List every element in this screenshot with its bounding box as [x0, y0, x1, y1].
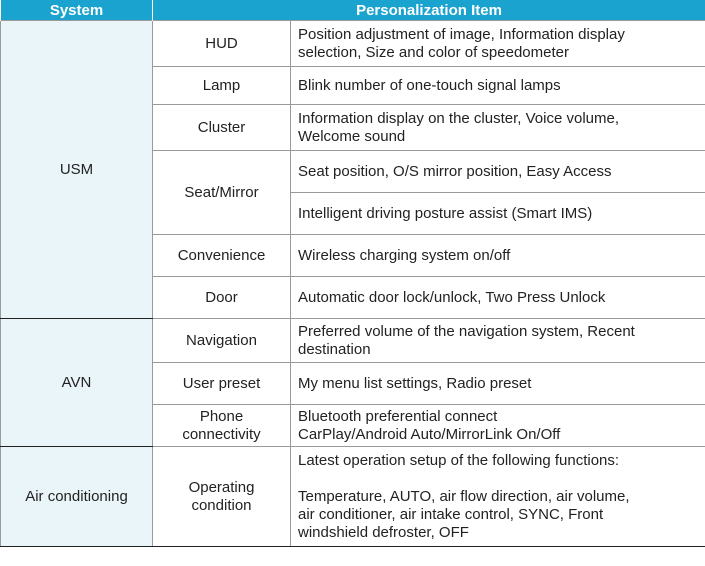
- item-cell-phone-connectivity: Phone connectivity: [153, 405, 291, 447]
- system-cell-avn: AVN: [1, 319, 153, 447]
- desc-cell-door: Automatic door lock/unlock, Two Press Unlock: [291, 277, 705, 319]
- system-cell-usm: USM: [1, 21, 153, 319]
- header-system: System: [1, 0, 153, 21]
- table-header-row: [1, 0, 705, 21]
- item-cell-user-preset: User preset: [153, 363, 291, 405]
- desc-cell-cluster: Information display on the cluster, Voice volume, Welcome sound: [291, 105, 705, 151]
- desc-cell-user-preset: My menu list settings, Radio preset: [291, 363, 705, 405]
- item-cell-hud: HUD: [153, 21, 291, 67]
- desc-cell-lamp: Blink number of one-touch signal lamps: [291, 67, 705, 105]
- item-cell-lamp: Lamp: [153, 67, 291, 105]
- table-row: [1, 319, 705, 363]
- table-row: [1, 21, 705, 67]
- system-cell-air-conditioning: Air conditioning: [1, 447, 153, 547]
- desc-cell-convenience: Wireless charging system on/off: [291, 235, 705, 277]
- item-cell-convenience: Convenience: [153, 235, 291, 277]
- item-cell-seat-mirror: Seat/Mirror: [153, 151, 291, 235]
- item-cell-operating-condition: Operating condition: [153, 447, 291, 547]
- desc-cell-seat-position: Seat position, O/S mirror position, Easy Access: [291, 151, 705, 193]
- desc-cell-operating-condition: Latest operation setup of the following functions: Temperature, AUTO, air flow direction, air volume, air conditioner, air intake control, SYNC, Front windshield defroster, OFF: [291, 447, 705, 547]
- header-personalization-item: Personalization Item: [153, 0, 705, 21]
- item-cell-navigation: Navigation: [153, 319, 291, 363]
- desc-cell-hud: Position adjustment of image, Information display selection, Size and color of speedometer: [291, 21, 705, 67]
- item-cell-door: Door: [153, 277, 291, 319]
- desc-cell-smart-ims: Intelligent driving posture assist (Smart IMS): [291, 193, 705, 235]
- item-cell-cluster: Cluster: [153, 105, 291, 151]
- desc-cell-navigation: Preferred volume of the navigation system, Recent destination: [291, 319, 705, 363]
- desc-cell-phone-connectivity: Bluetooth preferential connect CarPlay/Android Auto/MirrorLink On/Off: [291, 405, 705, 447]
- table-row: [1, 447, 705, 547]
